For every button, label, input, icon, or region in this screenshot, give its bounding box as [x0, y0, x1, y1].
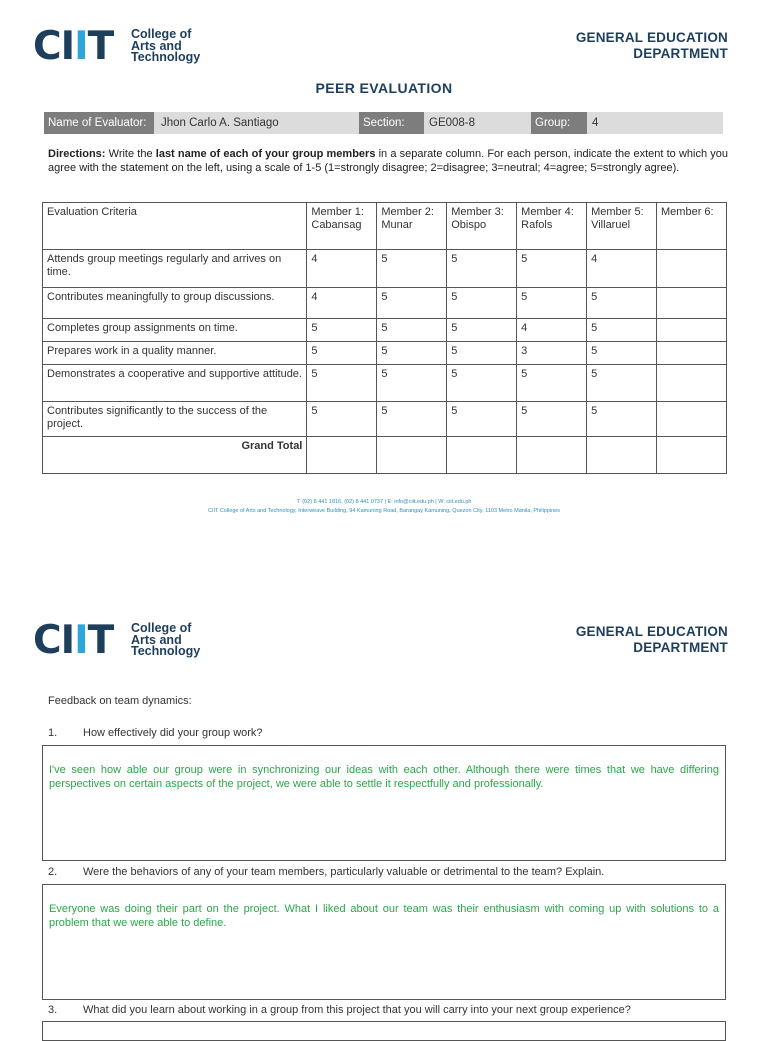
score-cell[interactable]: 3	[517, 342, 587, 365]
score-cell[interactable]: 5	[587, 288, 657, 319]
score-cell[interactable]	[657, 319, 727, 342]
table-row	[43, 342, 727, 365]
criterion-cell: Prepares work in a quality manner.	[43, 342, 307, 365]
score-cell[interactable]: 5	[307, 365, 377, 402]
member-header: Member 6:	[657, 203, 727, 250]
score-cell[interactable]: 5	[587, 402, 657, 437]
page-title: PEER EVALUATION	[315, 80, 453, 96]
department-heading: GENERAL EDUCATION DEPARTMENT	[575, 624, 728, 655]
score-cell[interactable]: 5	[587, 365, 657, 402]
question-number: 1.	[48, 727, 58, 739]
score-cell[interactable]: 5	[587, 342, 657, 365]
score-cell[interactable]: 4	[587, 250, 657, 288]
section-value[interactable]: GE008-8	[429, 117, 476, 129]
evaluation-table	[42, 202, 727, 474]
logo-text: College of Arts and Technology	[131, 27, 201, 64]
score-cell[interactable]: 5	[377, 402, 447, 437]
score-cell[interactable]: 4	[517, 319, 587, 342]
score-cell[interactable]: 5	[307, 342, 377, 365]
score-cell[interactable]: 5	[377, 365, 447, 402]
score-cell[interactable]: 5	[377, 342, 447, 365]
score-cell[interactable]: 5	[517, 288, 587, 319]
score-cell[interactable]: 5	[447, 319, 517, 342]
score-cell[interactable]: 5	[517, 250, 587, 288]
score-cell[interactable]: 5	[447, 402, 517, 437]
section-label: Section:	[359, 112, 424, 134]
table-row	[43, 402, 727, 437]
answer-box[interactable]	[42, 884, 726, 1000]
criteria-header: Evaluation Criteria	[43, 203, 307, 250]
answer-box[interactable]	[42, 745, 726, 861]
total-cell[interactable]	[517, 437, 587, 474]
score-cell[interactable]	[657, 288, 727, 319]
score-cell[interactable]: 5	[447, 288, 517, 319]
criterion-cell: Attends group meetings regularly and arrives on time.	[43, 250, 307, 288]
department-heading: GENERAL EDUCATION DEPARTMENT	[575, 30, 728, 61]
criterion-cell: Contributes meaningfully to group discussions.	[43, 288, 307, 319]
logo-text: College of Arts and Technology	[131, 621, 201, 658]
score-cell[interactable]: 5	[307, 402, 377, 437]
group-label: Group:	[531, 112, 587, 134]
criterion-cell: Completes group assignments on time.	[43, 319, 307, 342]
question-text: What did you learn about working in a group from this project that you will carry into your next group experience?	[83, 1004, 631, 1016]
question-text: Were the behaviors of any of your team members, particularly valuable or detrimental to the team? Explain.	[83, 866, 605, 878]
ciit-logo	[33, 618, 223, 663]
member-header: Member 1: Cabansag	[307, 203, 377, 250]
total-cell[interactable]	[377, 437, 447, 474]
grand-total-label: Grand Total	[43, 437, 307, 474]
score-cell[interactable]: 5	[447, 342, 517, 365]
member-header: Member 5: Villaruel	[587, 203, 657, 250]
member-header: Member 2: Munar	[377, 203, 447, 250]
score-cell[interactable]	[657, 342, 727, 365]
member-header: Member 4: Rafols	[517, 203, 587, 250]
logo-mark: CIIT	[33, 618, 114, 663]
score-cell[interactable]: 4	[307, 288, 377, 319]
table-header-row	[43, 203, 727, 250]
score-cell[interactable]: 5	[517, 402, 587, 437]
score-cell[interactable]: 5	[587, 319, 657, 342]
score-cell[interactable]: 5	[377, 250, 447, 288]
question-text: How effectively did your group work?	[83, 727, 263, 739]
evaluator-label: Name of Evaluator:	[44, 112, 154, 134]
score-cell[interactable]	[657, 402, 727, 437]
question-number: 3.	[48, 1004, 58, 1016]
evaluator-info-bar	[44, 112, 723, 134]
total-cell[interactable]	[657, 437, 727, 474]
feedback-intro: Feedback on team dynamics:	[48, 695, 192, 707]
total-cell[interactable]	[447, 437, 517, 474]
table-row	[43, 365, 727, 402]
table-row	[43, 319, 727, 342]
criterion-cell: Demonstrates a cooperative and supportive attitude.	[43, 365, 307, 402]
answer-box[interactable]	[42, 1021, 726, 1041]
score-cell[interactable]: 5	[447, 250, 517, 288]
table-row	[43, 288, 727, 319]
answer-text: I've seen how able our group were in synchronizing our ideas with each other. Although there were times that we have differing perspectives on certain aspects of the project, we were able to settle it respectfully and professionally.	[49, 764, 719, 790]
criterion-cell: Contributes significantly to the success of the project.	[43, 402, 307, 437]
answer-text: Everyone was doing their part on the project. What I liked about our team was their enthusiasm with coming up with solutions to a problem that we were able to define.	[49, 903, 719, 929]
score-cell[interactable]: 5	[377, 288, 447, 319]
score-cell[interactable]: 5	[377, 319, 447, 342]
total-cell[interactable]	[307, 437, 377, 474]
table-row	[43, 250, 727, 288]
score-cell[interactable]: 5	[307, 319, 377, 342]
score-cell[interactable]: 4	[307, 250, 377, 288]
ciit-logo	[33, 24, 223, 69]
score-cell[interactable]: 5	[447, 365, 517, 402]
member-header: Member 3: Obispo	[447, 203, 517, 250]
question-number: 2.	[48, 866, 58, 878]
grand-total-row	[43, 437, 727, 474]
score-cell[interactable]: 5	[517, 365, 587, 402]
group-value[interactable]: 4	[592, 117, 599, 129]
logo-mark: CIIT	[33, 24, 114, 69]
total-cell[interactable]	[587, 437, 657, 474]
directions: Directions: Write the last name of each of your group members in a separate column. For each person, indicate the extent to which you agree with the statement on the left, using a scale of 1-5 (1=strongly disagree; 2=disagree; 3=neutral; 4=agree; 5=strongly agree).	[48, 148, 728, 174]
page-footer: T: (02) 8 441 1816, (02) 8 441 0737 | E: info@ciit.edu.ph | W: ciit.edu.ph CIIT College of Arts and Technology, Interweave Building, 94 Kamuning Road, Barangay Kamuning, Quezon City, 1103 Metro Manila, Philippines	[208, 499, 560, 514]
score-cell[interactable]	[657, 250, 727, 288]
evaluator-value[interactable]: Jhon Carlo A. Santiago	[161, 117, 279, 129]
score-cell[interactable]	[657, 365, 727, 402]
